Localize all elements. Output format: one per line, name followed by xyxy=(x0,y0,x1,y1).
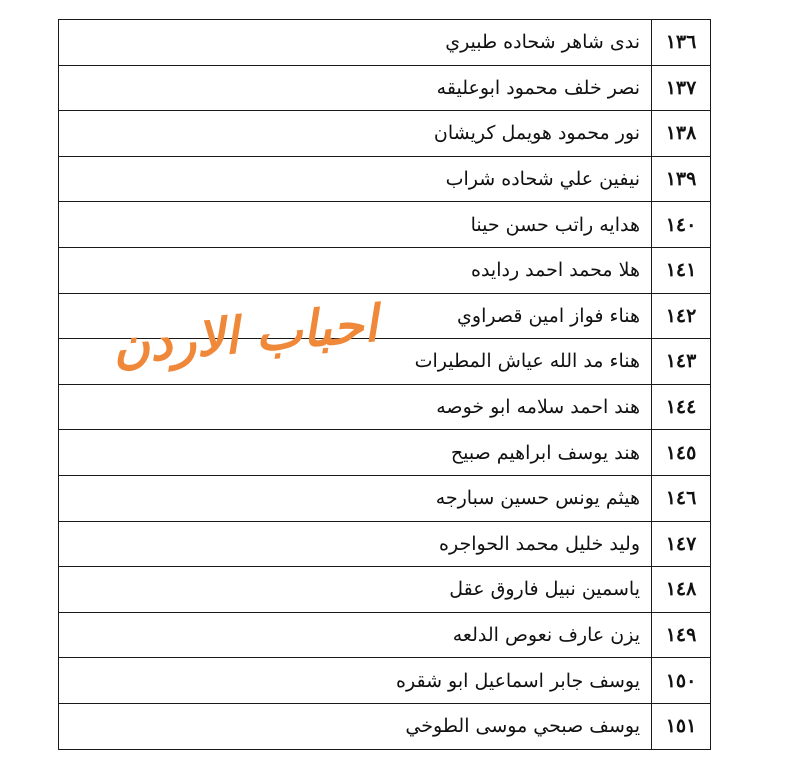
watermark-text: احباب الاردن xyxy=(110,293,380,376)
names-table-body xyxy=(59,20,711,750)
names-table xyxy=(58,19,711,750)
row-number: ١٤٦ xyxy=(652,475,711,521)
table-row xyxy=(59,20,711,66)
table-row xyxy=(59,247,711,293)
row-number: ١٤١ xyxy=(652,247,711,293)
row-name: هناء فواز امين قصراوي xyxy=(59,293,652,339)
row-name: هند يوسف ابراهيم صبيح xyxy=(59,430,652,476)
row-number: ١٤٨ xyxy=(652,567,711,613)
row-name: يوسف جابر اسماعيل ابو شقره xyxy=(59,658,652,704)
table-row xyxy=(59,384,711,430)
row-name: نيفين علي شحاده شراب xyxy=(59,156,652,202)
row-name: هلا محمد احمد ردايده xyxy=(59,247,652,293)
table-row xyxy=(59,65,711,111)
row-number: ١٣٩ xyxy=(652,156,711,202)
row-name: هند احمد سلامه ابو خوصه xyxy=(59,384,652,430)
row-number: ١٤٠ xyxy=(652,202,711,248)
row-name: وليد خليل محمد الحواجره xyxy=(59,521,652,567)
table-row xyxy=(59,339,711,385)
table-row xyxy=(59,567,711,613)
table-row xyxy=(59,430,711,476)
table-row xyxy=(59,111,711,157)
row-name: ياسمين نبيل فاروق عقل xyxy=(59,567,652,613)
row-number: ١٤٧ xyxy=(652,521,711,567)
table-row xyxy=(59,521,711,567)
row-name: هدايه راتب حسن حينا xyxy=(59,202,652,248)
row-number: ١٥٠ xyxy=(652,658,711,704)
row-name: نور محمود هويمل كريشان xyxy=(59,111,652,157)
row-number: ١٤٩ xyxy=(652,612,711,658)
row-name: نصر خلف محمود ابوعليقه xyxy=(59,65,652,111)
table-row xyxy=(59,475,711,521)
row-name: يزن عارف نعوص الدلعه xyxy=(59,612,652,658)
row-number: ١٣٧ xyxy=(652,65,711,111)
row-name: يوسف صبحي موسى الطوخي xyxy=(59,703,652,749)
row-number: ١٤٤ xyxy=(652,384,711,430)
row-number: ١٣٦ xyxy=(652,20,711,66)
table-row xyxy=(59,658,711,704)
row-name: ندى شاهر شحاده طبيري xyxy=(59,20,652,66)
row-number: ١٤٥ xyxy=(652,430,711,476)
row-number: ١٥١ xyxy=(652,703,711,749)
table-row xyxy=(59,612,711,658)
table-row xyxy=(59,156,711,202)
row-name: هيثم يونس حسين سبارجه xyxy=(59,475,652,521)
row-number: ١٤٢ xyxy=(652,293,711,339)
table-row xyxy=(59,293,711,339)
row-name: هناء مد الله عياش المطيرات xyxy=(59,339,652,385)
row-number: ١٣٨ xyxy=(652,111,711,157)
table-row xyxy=(59,703,711,749)
row-number: ١٤٣ xyxy=(652,339,711,385)
table-row xyxy=(59,202,711,248)
